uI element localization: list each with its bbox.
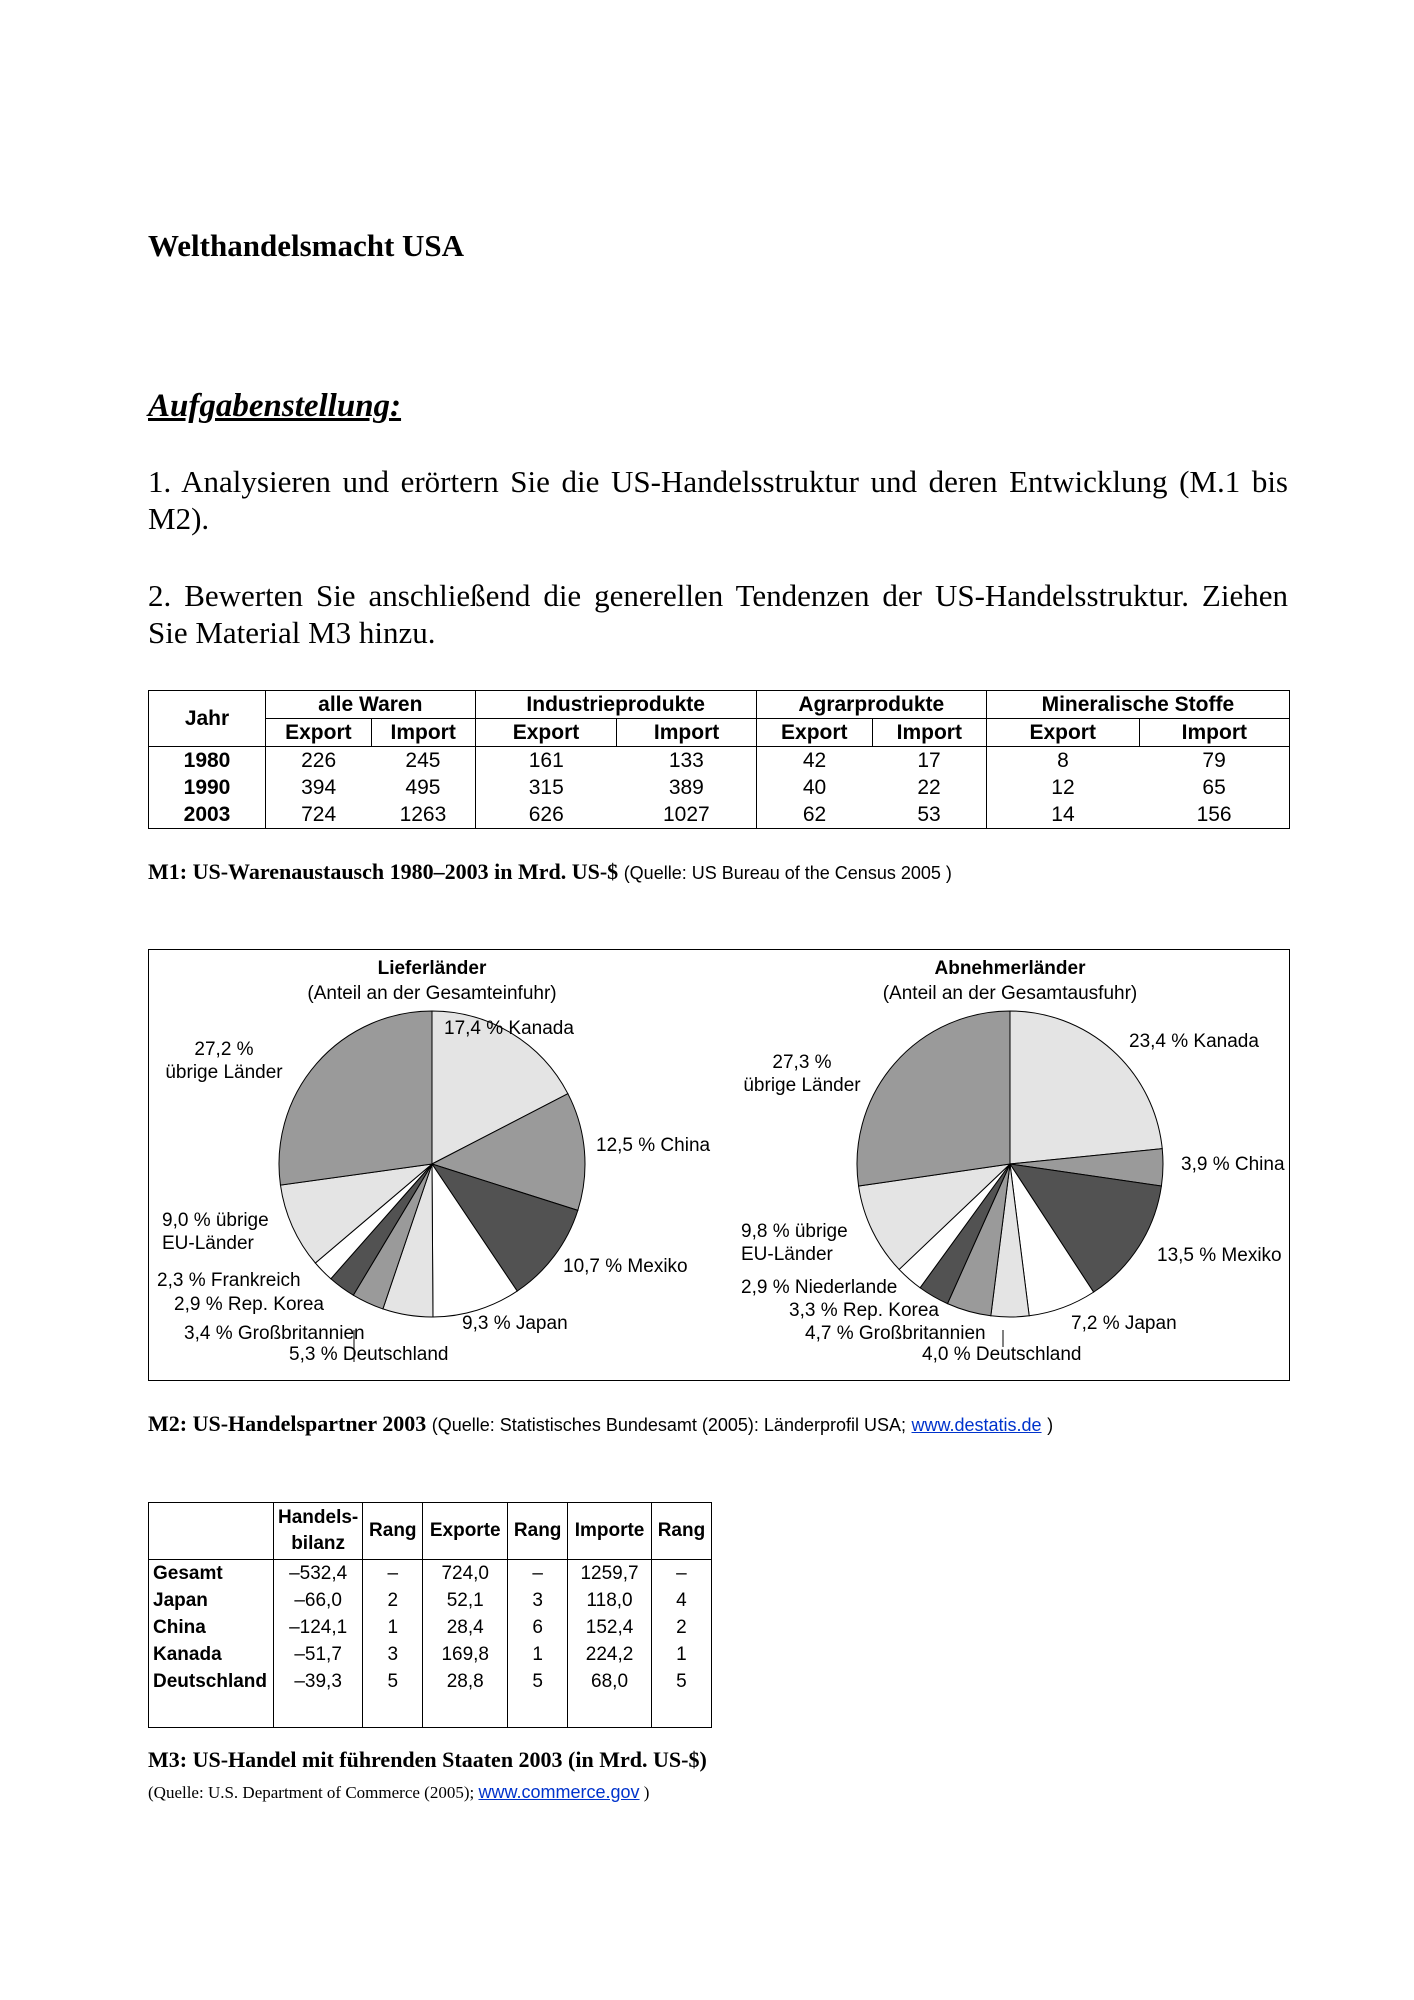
- pie-slice-label: EU-Länder: [162, 1233, 254, 1254]
- m3-value-cell: 5: [651, 1668, 711, 1695]
- m1-value-cell: 42: [756, 747, 872, 775]
- m1-value-cell: 133: [617, 747, 756, 775]
- m3-value-cell: 169,8: [423, 1641, 508, 1668]
- task-2: 2. Bewerten Sie anschließend die generellen Tendenzen der US-Handelsstruktur. Ziehen Sie Material M3 hinzu.: [148, 578, 1288, 650]
- m1-value-cell: 1263: [399, 802, 447, 826]
- m1-row: [149, 774, 1290, 801]
- m3-value-cell: –66,0: [274, 1587, 363, 1614]
- m1-value-cell: 53: [917, 802, 941, 826]
- m3-row: [149, 1587, 712, 1614]
- m3-value-cell: 2: [363, 1587, 423, 1614]
- m3-value-cell: 5: [363, 1668, 423, 1695]
- pie1-subtitle: (Anteil an der Gesamteinfuhr): [307, 983, 557, 1004]
- m3-source-end: ): [643, 1783, 650, 1802]
- m2-caption-end: ): [1047, 1415, 1054, 1435]
- m3-spacer-cell: [423, 1695, 508, 1728]
- m3-value-cell: 1259,7: [568, 1560, 652, 1588]
- task-heading: Aufgabenstellung:: [148, 388, 402, 424]
- m1-value-cell: 394: [266, 774, 372, 801]
- pie-slice-label: EU-Länder: [741, 1244, 833, 1265]
- m1-value-cell: 22: [917, 775, 941, 799]
- header-handelsbilanz-top: Handels-: [278, 1507, 359, 1528]
- pie-slice-label: 2,9 % Niederlande: [741, 1277, 898, 1298]
- m1-value-cell: 40: [756, 774, 872, 801]
- pie-charts-svg: [149, 950, 1291, 1382]
- m3-value-cell: 1: [363, 1614, 423, 1641]
- m1-year-cell: 1980: [149, 747, 266, 775]
- destatis-link[interactable]: www.destatis.de: [911, 1415, 1042, 1435]
- m3-value-cell: –: [363, 1560, 423, 1588]
- m3-spacer-cell: [274, 1695, 363, 1728]
- m3-value-cell: 52,1: [423, 1587, 508, 1614]
- m1-year-cell: 2003: [183, 802, 231, 826]
- m2-pie-charts: [148, 949, 1290, 1381]
- m1-value-cell: 245: [371, 747, 475, 775]
- pie-slice-label: 9,3 % Japan: [462, 1313, 568, 1334]
- m3-value-cell: –: [651, 1560, 711, 1588]
- m3-country-cell: China: [153, 1616, 206, 1638]
- pie-slice-label: 27,3 %: [772, 1052, 832, 1073]
- m1-value-cell: 65: [1202, 775, 1226, 799]
- m3-caption: [148, 1747, 707, 1773]
- sub-header-import: Import: [617, 719, 756, 747]
- sub-header-import: Import: [371, 719, 475, 747]
- m3-country-cell: Gesamt: [153, 1562, 223, 1584]
- pie-slice-label: 17,4 % Kanada: [444, 1018, 574, 1039]
- sub-header-import: Import: [1139, 719, 1289, 747]
- m1-caption: [148, 859, 952, 885]
- pie-slice-label: 27,2 %: [194, 1039, 254, 1060]
- m3-value-cell: –39,3: [274, 1668, 363, 1695]
- m1-value-cell: 315: [475, 774, 617, 801]
- m3-value-cell: –124,1: [274, 1614, 363, 1641]
- pie-slice-label: übrige Länder: [165, 1062, 283, 1083]
- m1-value-cell: 17: [872, 747, 986, 775]
- pie2-slices: [857, 1011, 1163, 1317]
- m3-row: [149, 1614, 712, 1641]
- pie-slice-label: 9,8 % übrige: [741, 1221, 848, 1242]
- pie-slice-label: 23,4 % Kanada: [1129, 1031, 1259, 1052]
- m1-caption-source: (Quelle: US Bureau of the Census 2005 ): [623, 863, 952, 883]
- m1-value-cell: 495: [405, 775, 441, 799]
- m2-caption-title: M2: US-Handelspartner 2003: [148, 1411, 427, 1436]
- task-1: 1. Analysieren und erörtern Sie die US-Handelsstruktur und deren Entwicklung (M.1 bis M2).: [148, 464, 1288, 536]
- m3-spacer-cell: [568, 1695, 652, 1728]
- m3-value-cell: 724,0: [423, 1560, 508, 1588]
- pie1-title: Lieferländer: [377, 958, 487, 979]
- m3-value-cell: 3: [508, 1587, 568, 1614]
- pie-slice-übrige-länder: [279, 1011, 432, 1185]
- m1-value-cell: 62: [756, 801, 872, 829]
- m2-caption: [148, 1411, 1053, 1437]
- m3-value-cell: 4: [651, 1587, 711, 1614]
- sub-header-export: Export: [986, 719, 1139, 747]
- page-title: Welthandelsmacht USA: [148, 228, 465, 263]
- m1-value-cell: 161: [475, 747, 617, 775]
- pie-slice-label: 7,2 % Japan: [1071, 1313, 1177, 1334]
- pie-slice-label: 3,9 % China: [1181, 1154, 1285, 1175]
- m1-row: [149, 801, 1290, 829]
- m3-value-cell: 28,8: [423, 1668, 508, 1695]
- m1-value-cell: 626: [475, 801, 617, 829]
- m3-row: [149, 1560, 712, 1588]
- m1-value-cell: 1027: [662, 802, 710, 826]
- m3-row: [149, 1668, 712, 1695]
- m2-caption-source: (Quelle: Statistisches Bundesamt (2005): Länderprofil USA;: [431, 1415, 906, 1435]
- pie-slice-label: 3,4 % Großbritannien: [184, 1323, 365, 1344]
- pie-slice-label: 2,3 % Frankreich: [157, 1270, 301, 1291]
- m3-source-text: (Quelle: U.S. Department of Commerce (2005);: [148, 1783, 475, 1802]
- sub-header-export: Export: [756, 719, 872, 747]
- pie-slice-label: 4,7 % Großbritannien: [805, 1323, 986, 1344]
- sub-header-export: Export: [266, 719, 372, 747]
- pie-slice-label: 5,3 % Deutschland: [289, 1344, 449, 1365]
- m3-spacer-cell: [149, 1695, 274, 1728]
- m3-value-cell: 152,4: [568, 1614, 652, 1641]
- m3-value-cell: 2: [651, 1614, 711, 1641]
- m1-value-cell: 8: [986, 747, 1139, 775]
- header-exporte: Exporte: [423, 1503, 508, 1560]
- header-importe: Importe: [568, 1503, 652, 1560]
- m1-value-cell: 724: [266, 801, 372, 829]
- m3-value-cell: –51,7: [274, 1641, 363, 1668]
- pie-slice-label: 13,5 % Mexiko: [1157, 1245, 1282, 1266]
- m3-value-cell: 224,2: [568, 1641, 652, 1668]
- m1-trade-table: [148, 690, 1290, 829]
- sub-header-import: Import: [872, 719, 986, 747]
- m3-value-cell: 28,4: [423, 1614, 508, 1641]
- pie-slice-label: 3,3 % Rep. Korea: [789, 1300, 939, 1321]
- m3-value-cell: –532,4: [274, 1560, 363, 1588]
- m3-value-cell: –: [508, 1560, 568, 1588]
- m3-spacer-row: [149, 1695, 712, 1728]
- m1-value-cell: 226: [266, 747, 372, 775]
- header-handelsbilanz-bottom: bilanz: [291, 1533, 346, 1554]
- m3-spacer-cell: [508, 1695, 568, 1728]
- header-rang: Rang: [651, 1503, 711, 1560]
- m3-value-cell: 5: [508, 1668, 568, 1695]
- m3-value-cell: 1: [508, 1641, 568, 1668]
- group-header: Industrieprodukte: [475, 691, 756, 719]
- group-header: Mineralische Stoffe: [986, 691, 1289, 719]
- m3-value-cell: 6: [508, 1614, 568, 1641]
- pie-slice-label: 2,9 % Rep. Korea: [174, 1294, 324, 1315]
- pie2-subtitle: (Anteil an der Gesamtausfuhr): [882, 983, 1138, 1004]
- m1-value-cell: 14: [986, 801, 1139, 829]
- m1-value-cell: 79: [1139, 747, 1289, 775]
- sub-header-export: Export: [475, 719, 617, 747]
- m1-year-cell: 1990: [183, 775, 231, 799]
- pie-slice-übrige-länder: [857, 1011, 1010, 1186]
- m1-caption-title: M1: US-Warenaustausch 1980–2003 in Mrd. US-$: [148, 859, 619, 884]
- m3-corner-cell: [149, 1503, 274, 1560]
- m3-caption-title: M3: US-Handel mit führenden Staaten 2003 (in Mrd. US-$): [148, 1747, 707, 1772]
- pie-slice-label: 9,0 % übrige: [162, 1210, 269, 1231]
- m3-value-cell: 1: [651, 1641, 711, 1668]
- pie1-slices: [279, 1011, 585, 1317]
- m1-value-cell: 389: [668, 775, 704, 799]
- pie-slice-label: 10,7 % Mexiko: [563, 1256, 688, 1277]
- m1-value-cell: 12: [986, 774, 1139, 801]
- pie-slice-label: übrige Länder: [743, 1075, 861, 1096]
- m3-spacer-cell: [651, 1695, 711, 1728]
- m3-spacer-cell: [363, 1695, 423, 1728]
- col-year-header: Jahr: [184, 706, 230, 730]
- m3-value-cell: 3: [363, 1641, 423, 1668]
- m3-country-cell: Deutschland: [153, 1670, 268, 1692]
- m3-country-cell: Japan: [153, 1589, 208, 1611]
- m1-row: [149, 747, 1290, 775]
- m3-source: [148, 1782, 649, 1803]
- pie2-title: Abnehmerländer: [934, 958, 1086, 979]
- group-header: alle Waren: [266, 691, 476, 719]
- m3-value-cell: 68,0: [568, 1668, 652, 1695]
- header-rang: Rang: [508, 1503, 568, 1560]
- commerce-link[interactable]: www.commerce.gov: [478, 1782, 640, 1802]
- m3-row: [149, 1641, 712, 1668]
- m3-country-cell: Kanada: [153, 1643, 222, 1665]
- m3-trade-partners-table: [148, 1502, 712, 1728]
- pie-slice-label: 4,0 % Deutschland: [922, 1344, 1082, 1365]
- header-rang: Rang: [363, 1503, 423, 1560]
- m1-value-cell: 156: [1196, 802, 1232, 826]
- group-header: Agrarprodukte: [756, 691, 986, 719]
- pie-slice-label: 12,5 % China: [596, 1135, 711, 1156]
- header-handelsbilanz: [274, 1503, 363, 1560]
- m3-value-cell: 118,0: [568, 1587, 652, 1614]
